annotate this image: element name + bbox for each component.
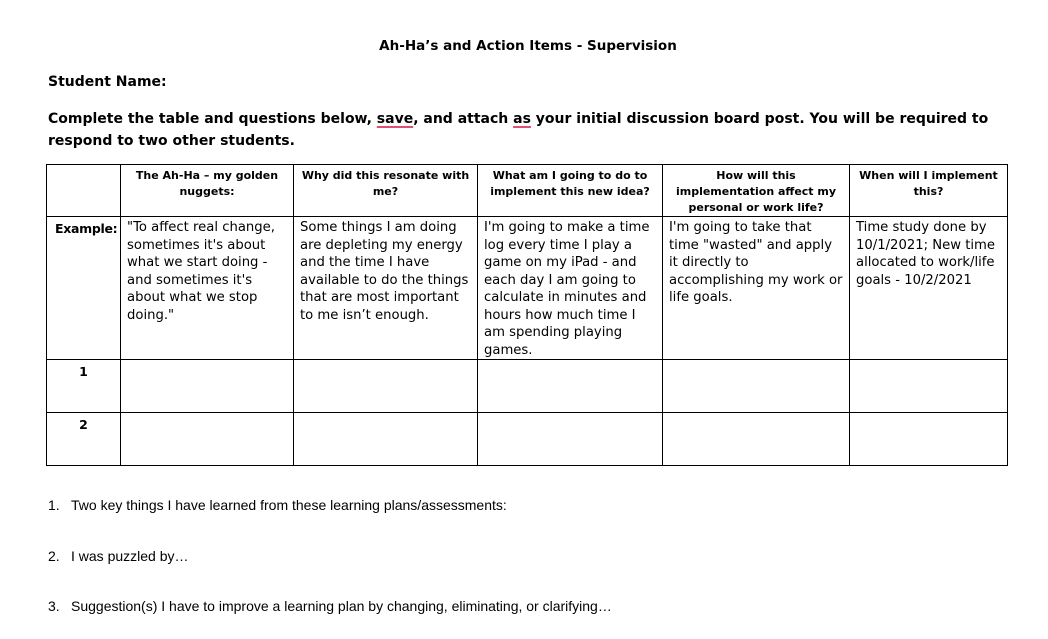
header-golden-nuggets: The Ah-Ha – my golden nuggets: — [121, 165, 294, 217]
question-1-number: 1. — [48, 497, 60, 513]
example-golden-nugget[interactable]: "To affect real change, sometimes it's about what we start doing - and sometimes it's about what we stop doing." — [121, 217, 294, 360]
row-1-implement[interactable] — [478, 360, 663, 413]
ah-ha-table — [46, 164, 1008, 466]
question-3-number: 3. — [48, 598, 60, 614]
row-2-label: 2 — [47, 413, 121, 466]
student-name-label: Student Name: — [48, 74, 167, 90]
question-3 — [48, 598, 612, 614]
question-2 — [48, 548, 189, 564]
row-2-implement[interactable] — [478, 413, 663, 466]
example-when[interactable]: Time study done by 10/1/2021; New time allocated to work/life goals - 10/2/2021 — [850, 217, 1008, 360]
header-row-label — [47, 165, 121, 217]
row-1-golden-nugget[interactable] — [121, 360, 294, 413]
table-row-example — [47, 217, 1008, 360]
instructions-part-1: Complete the table and questions below, — [48, 111, 377, 127]
row-2-resonate[interactable] — [294, 413, 478, 466]
instructions-as: as — [513, 111, 531, 127]
example-affect[interactable]: I'm going to take that time "wasted" and apply it directly to accomplishing my work or life goals. — [663, 217, 850, 360]
example-row-label: Example: — [47, 217, 121, 360]
table-row-1 — [47, 360, 1008, 413]
instructions-save: save — [376, 111, 414, 127]
row-1-label: 1 — [47, 360, 121, 413]
header-when: When will I implement this? — [850, 165, 1008, 217]
question-2-number: 2. — [48, 548, 60, 564]
example-implement[interactable]: I'm going to make a time log every time I play a game on my iPad - and each day I am going to calculate in minutes and hours how much time I am spending playing games. — [478, 217, 663, 360]
example-resonate[interactable]: Some things I am doing are depleting my energy and the time I have available to do the things that are most important to me isn’t enough. — [294, 217, 478, 360]
header-affect: How will this implementation affect my personal or work life? — [663, 165, 850, 217]
question-1 — [48, 497, 507, 513]
header-implement: What am I going to do to implement this new idea? — [478, 165, 663, 217]
document-title: Ah-Ha’s and Action Items - Supervision — [379, 38, 677, 54]
question-3-text: Suggestion(s) I have to improve a learning plan by changing, eliminating, or clarifying… — [71, 598, 612, 614]
instructions-part-2: , and attach — [413, 111, 514, 127]
row-1-resonate[interactable] — [294, 360, 478, 413]
row-1-when[interactable] — [850, 360, 1008, 413]
question-1-text: Two key things I have learned from these learning plans/assessments: — [71, 497, 507, 513]
table-header-row — [47, 165, 1008, 217]
header-resonate: Why did this resonate with me? — [294, 165, 478, 217]
instructions-part-3: your initial discussion board post. You will be required to respond to two other students. — [48, 111, 989, 149]
row-2-affect[interactable] — [663, 413, 850, 466]
table-row-2 — [47, 413, 1008, 466]
row-1-affect[interactable] — [663, 360, 850, 413]
instructions — [48, 108, 1008, 152]
question-2-text: I was puzzled by… — [71, 548, 189, 564]
row-2-when[interactable] — [850, 413, 1008, 466]
row-2-golden-nugget[interactable] — [121, 413, 294, 466]
